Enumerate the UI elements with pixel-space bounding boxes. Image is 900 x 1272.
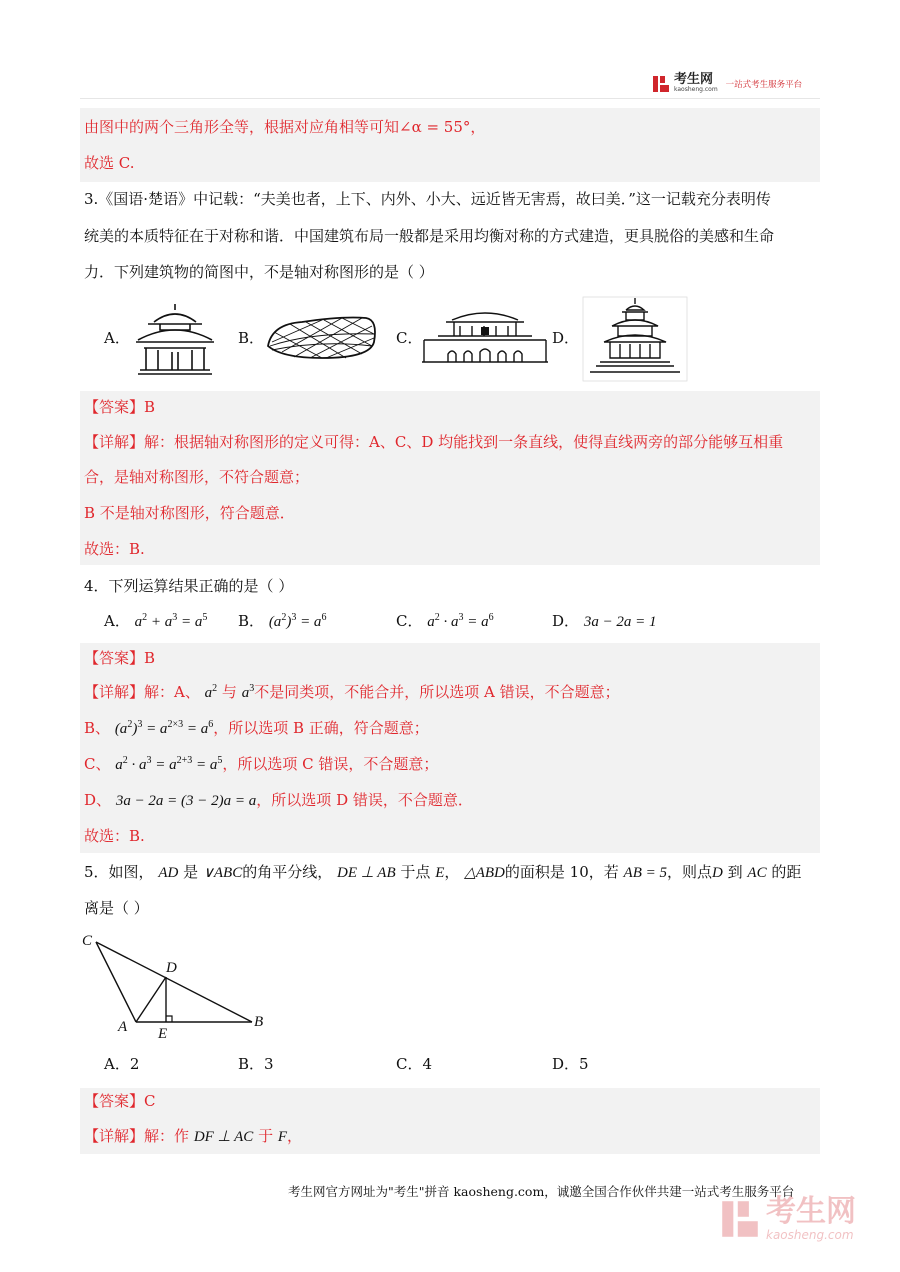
label-a: A: [118, 1019, 128, 1035]
q4-option-c: [396, 611, 494, 634]
q4-answer-label: 【答案】: [84, 649, 145, 667]
q5-option-c-label: C．: [396, 1055, 423, 1073]
q5-option-c-value: 4: [422, 1055, 433, 1073]
q5-answer: [84, 1091, 156, 1111]
q3-answer-value: B: [144, 398, 156, 416]
building-c-gate-figure: [420, 302, 550, 366]
watermark-logo-icon: [720, 1199, 760, 1239]
q4-detail-3-prefix: C、: [84, 755, 111, 773]
q3-conclusion: 故选：B.: [84, 540, 145, 558]
q3-option-b-label: B．: [238, 329, 265, 347]
q4-detail-1-a2: $a^2$: [204, 683, 218, 701]
footer-text: 考生网官方网址为"考生"拼音 kaosheng.com，诚邀全国合作伙伴共建一站式考生服务平台: [288, 1184, 795, 1199]
q4-conclusion: 故选：B.: [84, 827, 145, 845]
q5-detail-expr: DF ⊥ AC: [193, 1129, 254, 1145]
q3-stem-line-3: 力．下列建筑物的简图中，不是轴对称图形的是（ ）: [84, 263, 434, 281]
q3-option-c-label: C．: [396, 329, 423, 347]
q5-math-ad: AD: [158, 865, 179, 881]
prev-line-1: 由图中的两个三角形全等，根据对应角相等可知∠α = 55°，: [84, 118, 486, 136]
q4-detail-line-2: [84, 718, 429, 741]
logo-domain: kaosheng.com: [674, 86, 718, 93]
q4-answer-value: B: [144, 649, 156, 667]
q4-detail-2-suffix: ，所以选项 B 正确，符合题意；: [213, 719, 429, 737]
q4-detail-2-prefix: B、: [84, 719, 111, 737]
q4-detail-1-prefix: 解：A、: [144, 683, 200, 701]
q3-detail-line-2: 合，是轴对称图形，不符合题意；: [84, 468, 310, 486]
q5-option-d: [552, 1054, 589, 1074]
q4-detail-label: 【详解】: [84, 683, 145, 701]
q5-option-a-value: 2: [129, 1055, 140, 1073]
segment-ad: [136, 977, 166, 1022]
q3-detail-line-1: [84, 432, 783, 452]
q4-option-a-label: A．: [104, 612, 130, 630]
q4-solution-block: [80, 643, 820, 853]
kaosheng-logo-icon: [652, 75, 670, 93]
q5-math-ab5: AB = 5: [623, 865, 667, 881]
q5-triangle-figure: [80, 928, 280, 1044]
q5-answer-value: C: [144, 1092, 156, 1110]
q4-detail-2-expr: $(a^2)^3 = a^{2\times 3} = a^6$: [114, 719, 214, 737]
q4-option-a: [104, 611, 207, 634]
q4-option-b-label: B．: [238, 612, 265, 630]
right-angle-mark: [166, 1016, 172, 1022]
q4-option-c-expr: $a^2 \cdot a^3 = a^6$: [427, 612, 494, 630]
building-a-pavilion-figure: [132, 300, 218, 376]
q3-answer: [84, 397, 155, 417]
q3-stem-line-1: 3.《国语·楚语》中记载：“夫美也者，上下、内外、小大、远近皆无害焉，故曰美．”这一记载充分表明传: [84, 190, 771, 208]
q5-stem-text-4: 于点: [400, 863, 431, 881]
label-e: E: [158, 1026, 168, 1042]
q5-math-abd: △ABD: [464, 865, 505, 881]
q3-detail-line-3: B 不是轴对称图形，符合题意．: [84, 504, 295, 522]
segment-cb: [96, 942, 252, 1022]
q4-answer: [84, 648, 155, 668]
watermark-brand: 考生网: [766, 1194, 856, 1229]
q4-detail-3-suffix: ，所以选项 C 错误，不合题意；: [222, 755, 439, 773]
label-d: D: [166, 960, 177, 976]
q5-stem-text-8: 到: [727, 863, 743, 881]
q4-detail-3-expr: $a^2 \cdot a^3 = a^{2+3} = a^5$: [115, 755, 223, 773]
q5-math-ac: AC: [747, 865, 767, 881]
q4-stem: 4．下列运算结果正确的是（ ）: [84, 577, 294, 595]
q4-detail-4-prefix: D、: [84, 791, 112, 809]
q5-detail-prefix: 解：作: [144, 1127, 190, 1145]
q5-detail-label: 【详解】: [84, 1127, 145, 1145]
q4-detail-4-suffix: ，所以选项 D 错误，不合题意．: [256, 791, 473, 809]
q5-option-a-label: A．: [104, 1055, 130, 1073]
q4-detail-4-expr: 3a − 2a = (3 − 2)a = a: [115, 793, 257, 809]
q5-option-d-label: D．: [552, 1055, 580, 1073]
q3-detail-label: 【详解】: [84, 433, 145, 451]
q5-stem-line-1: [84, 862, 801, 883]
q3-answer-label: 【答案】: [84, 398, 145, 416]
q5-stem-text-5: ，: [444, 863, 460, 881]
q4-option-d-expr: 3a − 2a = 1: [583, 614, 657, 630]
q3-option-d-label: D．: [552, 329, 580, 347]
q5-stem-text-7: ，则点: [666, 863, 712, 881]
header-logo[interactable]: [652, 74, 802, 93]
q4-detail-1-mid: 与: [221, 683, 237, 701]
q5-answer-label: 【答案】: [84, 1092, 145, 1110]
building-b-birdnest-figure: [262, 312, 380, 362]
q4-option-b-expr: $(a^2)^3 = a^6$: [268, 612, 327, 630]
q4-detail-1-a3: $a^3$: [241, 683, 255, 701]
q5-option-b-label: B．: [238, 1055, 265, 1073]
prev-line-2: 故选 C.: [84, 154, 135, 172]
q5-stem-text-3: 的角平分线，: [242, 863, 333, 881]
q4-detail-line-1: [84, 682, 620, 705]
header-divider: [80, 98, 820, 99]
q4-detail-1-suffix: 不是同类项，不能合并，所以选项 A 错误，不合题意；: [254, 683, 620, 701]
q5-stem-line-2: 离是（ ）: [84, 899, 149, 917]
q3-stem-line-2: 统美的本质特征在于对称和谐．中国建筑布局一般都是采用均衡对称的方式建造，更具脱俗的美感和生命: [84, 227, 775, 245]
q5-option-b: [238, 1054, 274, 1074]
label-c: C: [82, 933, 93, 949]
q5-option-c: [396, 1054, 432, 1074]
q5-math-abc: ∨ABC: [202, 865, 243, 881]
q5-stem-text-1: 5．如图，: [84, 863, 154, 881]
watermark-domain: kaosheng.com: [766, 1228, 854, 1242]
logo-brand: 考生网: [674, 72, 714, 87]
q5-option-b-value: 3: [264, 1055, 274, 1073]
q5-detail-mid: 于: [258, 1127, 274, 1145]
q5-detail-suffix: ，: [287, 1127, 303, 1145]
q5-math-de-perp-ab: DE ⊥ AB: [337, 865, 396, 881]
q3-option-a-label: A．: [104, 329, 130, 347]
q4-option-d: [552, 611, 657, 632]
q4-detail-line-3: [84, 754, 438, 777]
q5-stem-text-6: 的面积是 10，若: [504, 863, 619, 881]
q5-option-a: [104, 1054, 139, 1074]
q4-option-b: [238, 611, 326, 634]
q3-detail-text-1: 解：根据轴对称图形的定义可得：A、C、D 均能找到一条直线，使得直线两旁的部分能够互相重: [144, 433, 784, 451]
segment-ca: [96, 942, 136, 1022]
q4-detail-line-4: [84, 790, 473, 811]
q5-detail-f: F: [277, 1129, 288, 1145]
label-b: B: [254, 1014, 264, 1030]
q5-stem-text-9: 的距: [771, 863, 802, 881]
q5-option-d-value: 5: [579, 1055, 589, 1073]
q4-option-c-label: C．: [396, 612, 423, 630]
building-d-temple-figure: [582, 296, 688, 382]
header-slogan: 一站式考生服务平台: [725, 79, 803, 90]
footer-watermark: [720, 1196, 856, 1242]
q5-stem-text-2: 是: [183, 863, 199, 881]
q5-math-d: D: [712, 865, 723, 881]
q5-detail-line-1: [84, 1126, 302, 1147]
q4-option-a-expr: $a^2 + a^3 = a^5$: [134, 612, 208, 630]
q4-option-d-label: D．: [552, 612, 580, 630]
q5-math-e: E: [435, 865, 445, 881]
